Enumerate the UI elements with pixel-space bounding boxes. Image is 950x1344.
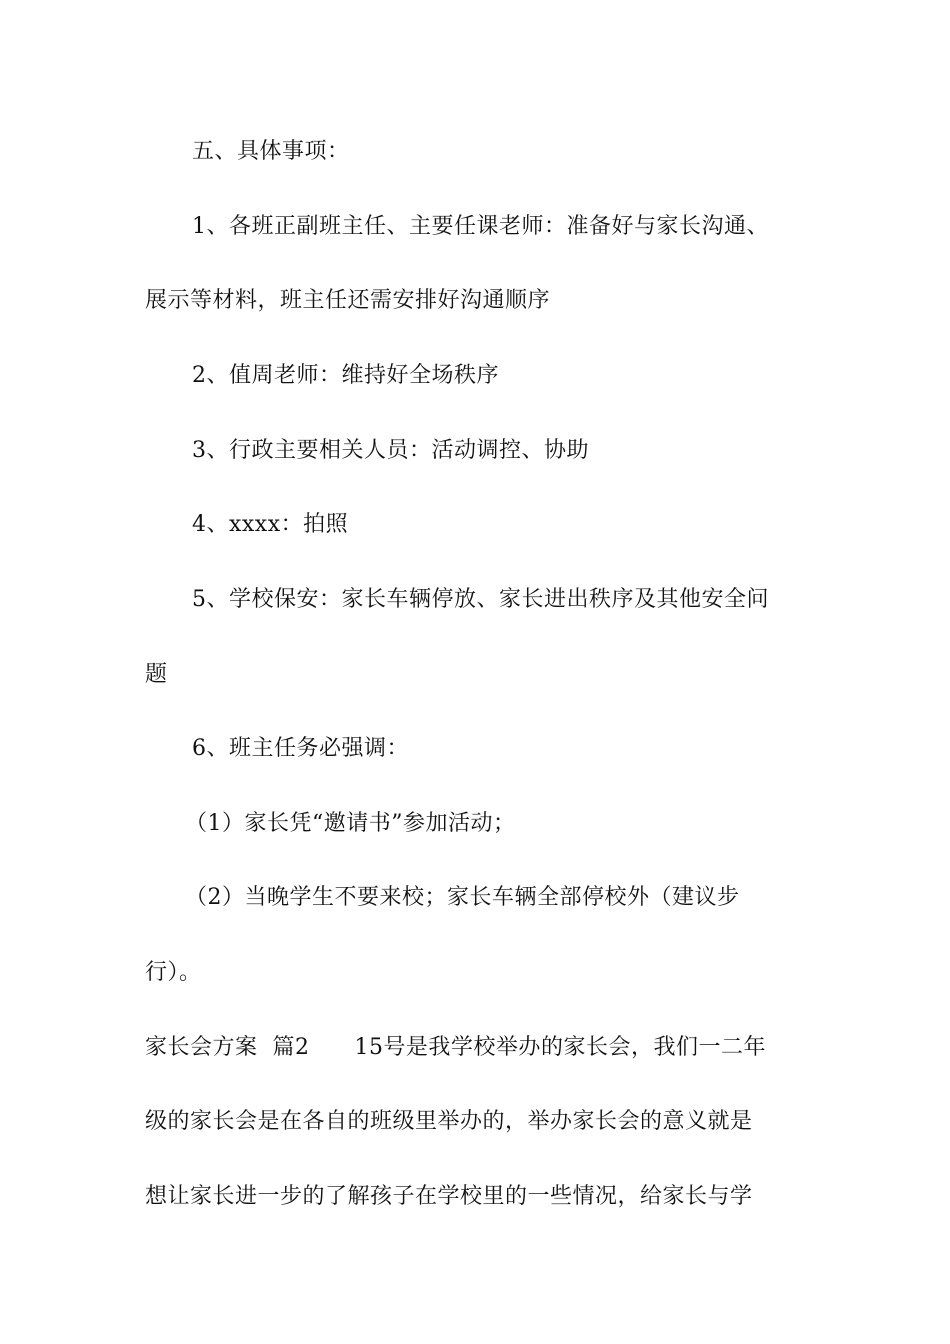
paragraph-line: 5、学校保安：家长车辆停放、家长进出秩序及其他安全问 bbox=[192, 587, 769, 612]
paragraph-line: 级的家长会是在各自的班级里举办的，举办家长会的意义就是 bbox=[145, 1109, 753, 1134]
paragraph-line: 2、值周老师：维持好全场秩序 bbox=[192, 363, 499, 388]
paragraph-line: （2）当晚学生不要来校；家长车辆全部停校外（建议步 bbox=[185, 885, 740, 910]
paragraph-line: （1）家长凭“邀请书”参加活动； bbox=[185, 811, 516, 836]
paragraph-line: 题 bbox=[145, 662, 168, 687]
paragraph-line: 4、xxxx：拍照 bbox=[192, 512, 349, 537]
paragraph-line: 6、班主任务必强调： bbox=[192, 736, 409, 761]
section-heading: 五、具体事项： bbox=[192, 139, 350, 164]
paragraph-line: 想让家长进一步的了解孩子在学校里的一些情况，给家长与学 bbox=[145, 1184, 753, 1209]
paragraph-line: 行）。 bbox=[145, 960, 202, 985]
paragraph-line: 家长会方案 篇2 15号是我学校举办的家长会，我们一二年 bbox=[145, 1035, 766, 1060]
paragraph-line: 3、行政主要相关人员：活动调控、协助 bbox=[192, 438, 589, 463]
paragraph-line: 1、各班正副班主任、主要任课老师：准备好与家长沟通、 bbox=[192, 214, 769, 239]
paragraph-line: 展示等材料，班主任还需安排好沟通顺序 bbox=[145, 288, 551, 313]
